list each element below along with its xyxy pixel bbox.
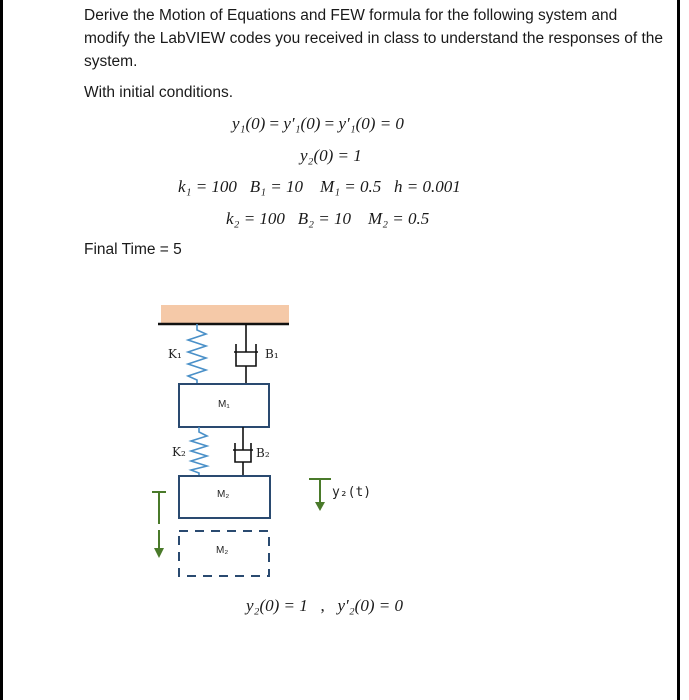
eq-m2: M₂ = 0.5: [367, 209, 430, 228]
damper-b1: [234, 324, 258, 384]
y2t-arrow: [309, 479, 331, 511]
final-time-label: Final Time = 5: [84, 241, 182, 258]
label-y2t: y₂(t): [332, 485, 372, 500]
initial-conditions-label: With initial conditions.: [84, 84, 234, 101]
damper-b2: [233, 427, 253, 476]
eq1-rhs: y′₁(0) = 0: [338, 114, 404, 133]
eq-bottom-sep: ,: [320, 596, 325, 615]
spring-k1: [188, 324, 206, 384]
eq1-mid: y′₁(0): [283, 114, 321, 133]
eq-b2: B₂ = 10: [297, 209, 351, 228]
label-b2: B₂: [256, 446, 270, 460]
label-b1: B₁: [265, 347, 279, 361]
eq1-lhs: y₁(0): [232, 114, 266, 133]
label-m1: M₁: [218, 399, 230, 410]
eq-bottom-y2p: y′₂(0) = 0: [337, 596, 403, 615]
eq-k2: k₂ = 100: [226, 209, 285, 228]
label-k2: K₂: [172, 445, 186, 459]
spring-k2: [191, 427, 207, 476]
eq-b1: B₁ = 10: [249, 177, 303, 196]
label-m2-ghost: M₂: [216, 545, 229, 556]
eq-m1: M₁ = 0.5: [319, 177, 382, 196]
ground-fill: [161, 305, 289, 323]
equation-initial-y1: y₁(0) = y′₁(0) = y′₁(0) = 0: [232, 114, 404, 133]
label-k1: K₁: [168, 347, 182, 361]
label-m2: M₂: [217, 489, 230, 500]
equation-bottom-initial: [246, 596, 403, 616]
problem-intro: Derive the Motion of Equations and FEW formula for the following system and modify the LabVIEW codes you received in class to understand the responses of the system.: [84, 7, 663, 70]
initial-displacement-arrow: [152, 492, 166, 558]
eq-k1: k₁ = 100: [178, 177, 237, 196]
eq2-text: y₂(0) = 1: [300, 146, 362, 165]
eq-bottom-y2: y₂(0) = 1: [246, 596, 308, 615]
eq-h: h = 0.001: [394, 177, 461, 196]
